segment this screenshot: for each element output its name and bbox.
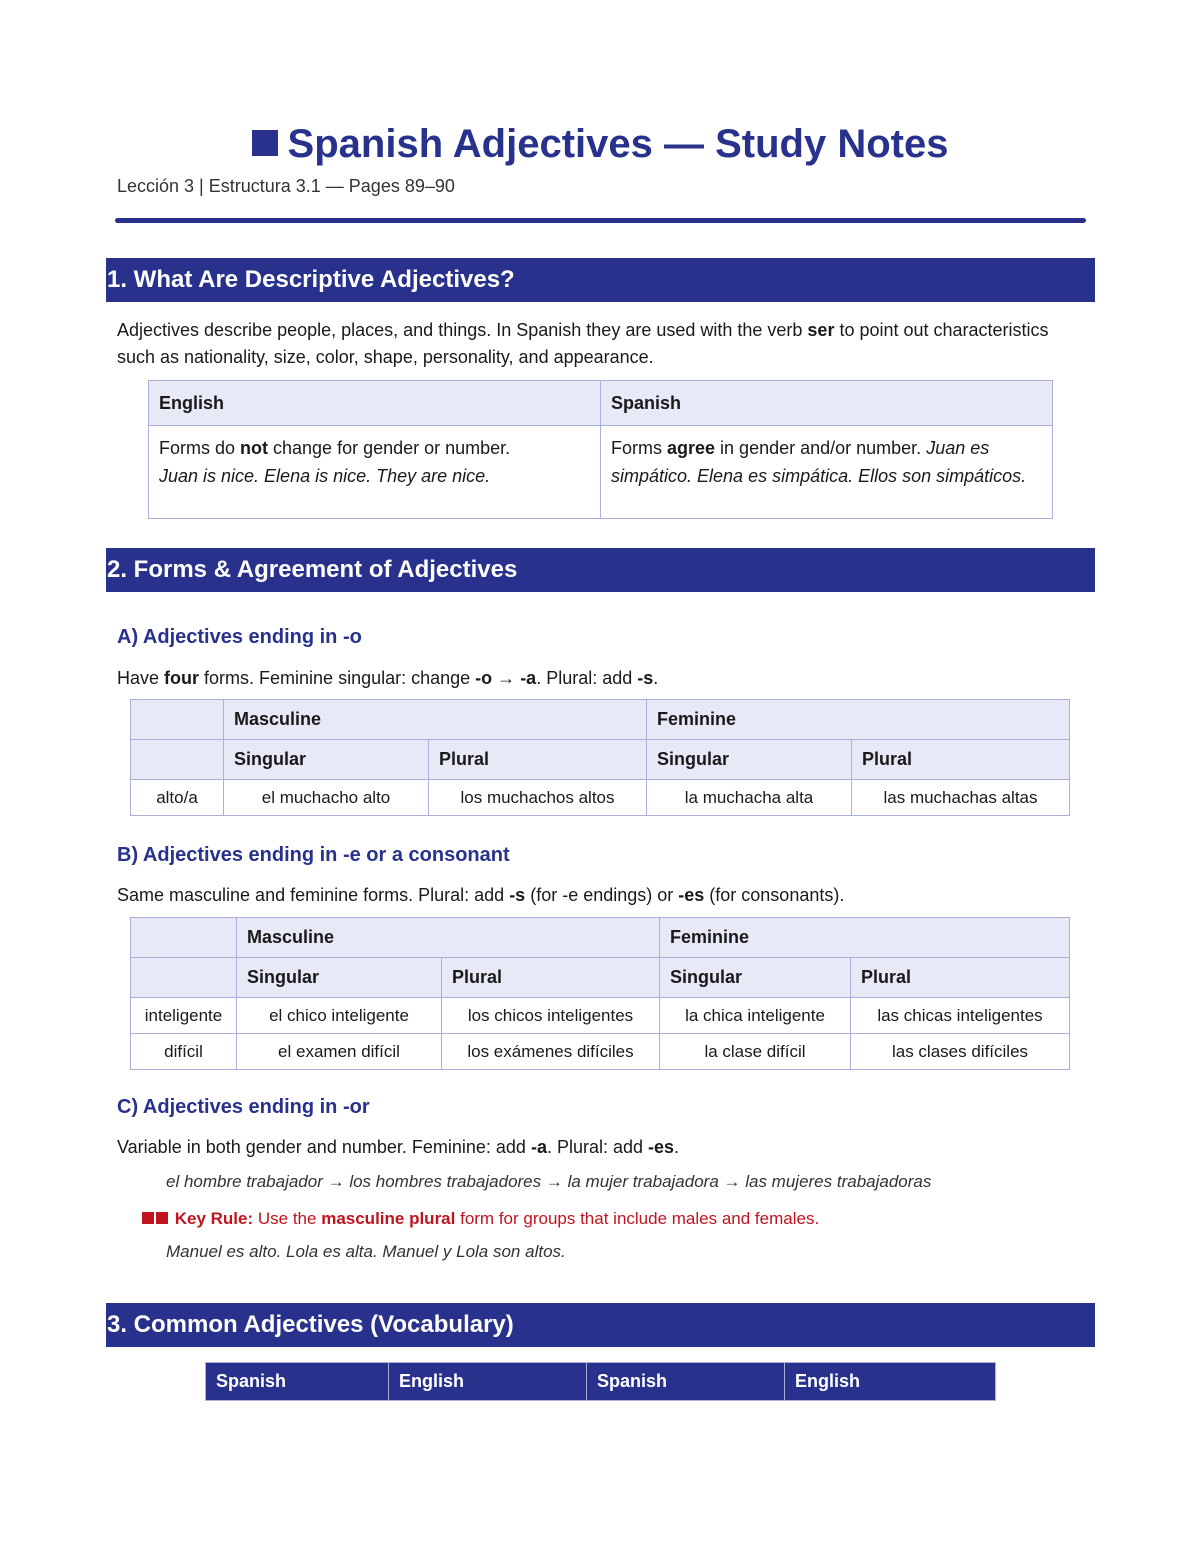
- c-text-1: Variable in both gender and number. Feminine: add: [117, 1137, 531, 1157]
- c-text-2: -a: [530, 1137, 547, 1157]
- fem-plural-header: Plural: [851, 958, 1070, 998]
- corner-cell: [131, 958, 237, 998]
- corner-cell: [131, 700, 224, 740]
- intro-ser: ser: [807, 320, 835, 340]
- english-example: Juan is nice. Elena is nice. They are nice.: [159, 466, 491, 486]
- spanish-agree: agree: [667, 438, 716, 458]
- vocab-header-spanish: Spanish: [206, 1363, 389, 1401]
- table-cell: las clases difíciles: [851, 1034, 1070, 1070]
- section-2-heading: 2. Forms & Agreement of Adjectives: [106, 548, 1095, 592]
- masculine-header: Masculine: [224, 700, 647, 740]
- vocabulary-table: [205, 1362, 996, 1401]
- english-text-b: change for gender or number.: [268, 438, 511, 458]
- table-cell: los muchachos altos: [429, 780, 647, 816]
- b-text-2: -s: [509, 885, 526, 905]
- corner-cell: [131, 740, 224, 780]
- masc-plural-header: Plural: [429, 740, 647, 780]
- vocab-header-spanish: Spanish: [587, 1363, 785, 1401]
- subsection-a-text: [117, 665, 1077, 692]
- feminine-header: Feminine: [647, 700, 1070, 740]
- page-title: [0, 120, 1200, 168]
- column-header-english: English: [149, 381, 601, 426]
- page-subtitle: Lección 3 | Estructura 3.1 — Pages 89–90: [117, 176, 455, 196]
- a-text-1: Have: [117, 668, 165, 688]
- table-cell: el chico inteligente: [237, 998, 442, 1034]
- table-row: [131, 780, 1070, 816]
- table-cell: la chica inteligente: [660, 998, 851, 1034]
- intro-text-a: Adjectives describe people, places, and things. In Spanish they are used with the verb: [117, 320, 808, 340]
- table-row: [131, 998, 1070, 1034]
- masc-singular-header: Singular: [224, 740, 429, 780]
- table-cell: el muchacho alto: [224, 780, 429, 816]
- key-rule-text-a: Use the: [253, 1209, 322, 1228]
- a-text-3: forms. Feminine singular: change: [199, 668, 476, 688]
- title-divider: [115, 218, 1086, 223]
- a-text-2: four: [164, 668, 200, 688]
- masc-plural-header: Plural: [442, 958, 660, 998]
- english-not: not: [240, 438, 269, 458]
- b-text-4: -es: [678, 885, 705, 905]
- table-row: [131, 1034, 1070, 1070]
- spanish-example: Juan es simpático. Elena es simpática. Ellos son simpáticos.: [611, 438, 1027, 486]
- adjective-cell: inteligente: [131, 998, 237, 1034]
- o-ending-table: [130, 699, 1070, 816]
- section-1-heading: 1. What Are Descriptive Adjectives?: [106, 258, 1095, 302]
- fem-plural-header: Plural: [852, 740, 1070, 780]
- a-text-9: .: [653, 668, 659, 688]
- square-icon: [156, 1212, 168, 1224]
- section-3-heading: 3. Common Adjectives (Vocabulary): [106, 1303, 1095, 1347]
- square-icon: [252, 130, 278, 156]
- square-icon: [142, 1212, 154, 1224]
- subsection-b-heading: B) Adjectives ending in -e or a consonant: [117, 844, 510, 866]
- subsection-c-text: [117, 1134, 1077, 1161]
- subsection-b-text: [117, 882, 1077, 909]
- masc-singular-header: Singular: [237, 958, 442, 998]
- table-cell: los exámenes difíciles: [442, 1034, 660, 1070]
- section-1-intro: [117, 317, 1077, 371]
- table-cell: las muchachas altas: [852, 780, 1070, 816]
- c-text-4: -es: [648, 1137, 675, 1157]
- spanish-cell: [601, 426, 1053, 519]
- key-rule-example: Manuel es alto. Lola es alta. Manuel y Lola son altos.: [166, 1242, 566, 1261]
- column-header-spanish: Spanish: [601, 381, 1053, 426]
- key-rule-label: Key Rule:: [174, 1209, 254, 1228]
- table-cell: los chicos inteligentes: [442, 998, 660, 1034]
- table-cell: la clase difícil: [660, 1034, 851, 1070]
- fem-singular-header: Singular: [660, 958, 851, 998]
- table-cell: el examen difícil: [237, 1034, 442, 1070]
- a-text-6: -a: [520, 668, 537, 688]
- key-rule-text-b: form for groups that include males and females.: [455, 1209, 820, 1228]
- vocab-header-english: English: [389, 1363, 587, 1401]
- b-text-3: (for -e endings) or: [525, 885, 679, 905]
- feminine-header: Feminine: [660, 918, 1070, 958]
- key-rule-bold: masculine plural: [321, 1209, 456, 1228]
- corner-cell: [131, 918, 237, 958]
- table-cell: las chicas inteligentes: [851, 998, 1070, 1034]
- english-text-a: Forms do: [159, 438, 241, 458]
- fem-singular-header: Singular: [647, 740, 852, 780]
- e-consonant-table: [130, 917, 1070, 1070]
- a-text-8: -s: [637, 668, 654, 688]
- adjective-cell: alto/a: [131, 780, 224, 816]
- english-cell: [149, 426, 601, 519]
- a-text-5: →: [492, 668, 521, 688]
- c-text-5: .: [674, 1137, 680, 1157]
- english-spanish-table: [148, 380, 1053, 519]
- c-text-3: . Plural: add: [546, 1137, 649, 1157]
- spanish-text-b: in gender and/or number.: [715, 438, 927, 458]
- adjective-cell: difícil: [131, 1034, 237, 1070]
- key-rule: [142, 1209, 819, 1229]
- b-text-5: (for consonants).: [704, 885, 845, 905]
- table-cell: la muchacha alta: [647, 780, 852, 816]
- or-example: el hombre trabajador → los hombres trabajadores → la mujer trabajadora → las mujeres trabajadoras: [166, 1172, 932, 1191]
- page-title-text: Spanish Adjectives — Study Notes: [287, 122, 949, 166]
- intro-text-b: to point out characteristics such as nationality, size, color, shape, personality, and appearance.: [117, 320, 1049, 367]
- spanish-text-a: Forms: [611, 438, 667, 458]
- subsection-c-heading: C) Adjectives ending in -or: [117, 1096, 370, 1118]
- subsection-a-heading: A) Adjectives ending in -o: [117, 626, 362, 648]
- masculine-header: Masculine: [237, 918, 660, 958]
- a-text-4: -o: [475, 668, 493, 688]
- a-text-7: . Plural: add: [536, 668, 638, 688]
- vocab-header-english: English: [785, 1363, 996, 1401]
- b-text-1: Same masculine and feminine forms. Plural: add: [117, 885, 510, 905]
